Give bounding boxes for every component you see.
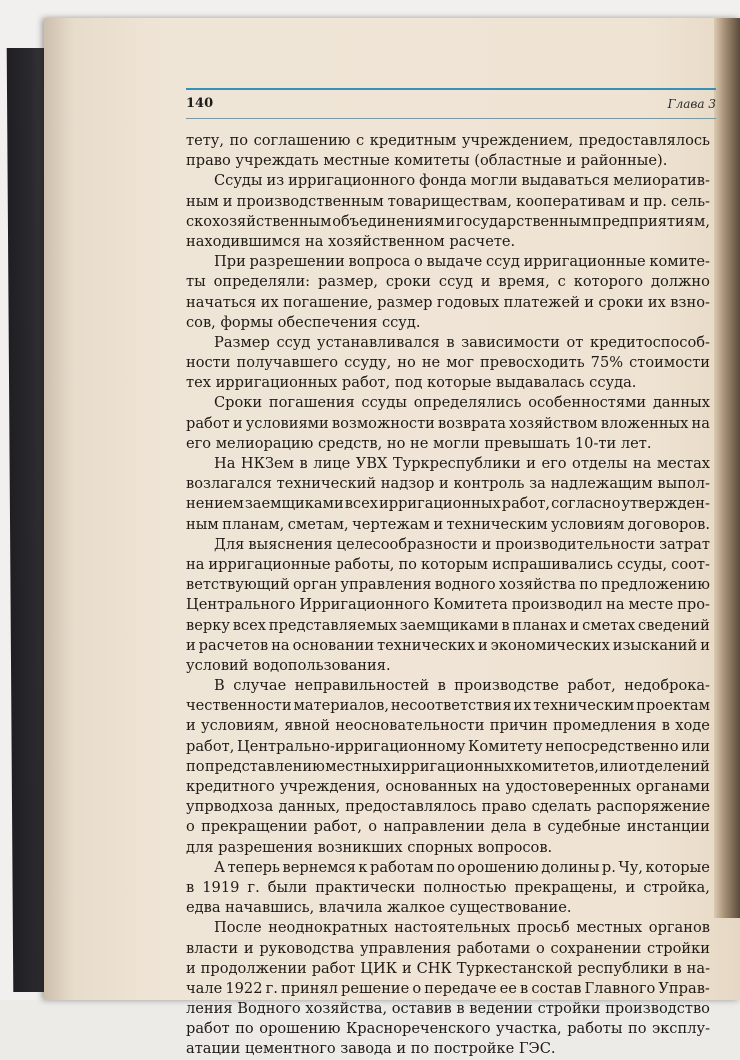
text-line: чественности материалов, несоответствия их техническим проектам xyxy=(186,697,710,715)
text-line: находившимся на хозяйственном расчете. xyxy=(186,232,516,250)
text-line: Сроки погашения ссуды определялись особенностями данных xyxy=(214,394,710,412)
page-number: 140 xyxy=(186,96,214,111)
body-text xyxy=(186,131,710,1060)
header-rule-bottom xyxy=(186,118,716,119)
text-line: упрводхоза данных, предоставлялось право сделать распоряжение xyxy=(186,798,710,816)
text-line: на ирригационные работы, по которым испрашивались ссуды, соот- xyxy=(186,555,710,573)
text-line: нением заемщиками всех ирригационных работ, согласно утвержден- xyxy=(186,495,710,513)
text-line: для разрешения возникших спорных вопросов. xyxy=(186,838,553,856)
text-line: работ по орошению Краснореченского участка, работы по эксплу- xyxy=(186,1020,710,1038)
text-line: ты определяли: размер, сроки ссуд и время, с которого должно xyxy=(186,273,710,291)
text-line: работ и условиями возможности возврата хозяйством вложенных на xyxy=(186,414,710,432)
text-line: чале 1922 г. принял решение о передаче ее в состав Главного Управ- xyxy=(186,979,710,997)
text-line: по представлению местных ирригационных комитетов, или отделений xyxy=(186,757,710,775)
chapter-title: Глава 3 xyxy=(667,97,716,111)
text-line: работ, Центрально-ирригационному Комитету непосредственно или xyxy=(186,737,710,755)
running-header xyxy=(186,94,726,116)
text-line: Для выяснения целесообразности и производительности затрат xyxy=(214,535,710,553)
text-line: сов, формы обеспечения ссуд. xyxy=(186,313,421,331)
text-line: возлагался технический надзор и контроль за надлежащим выпол- xyxy=(186,475,710,493)
text-line: Размер ссуд устанавливался в зависимости от кредитоспособ- xyxy=(214,333,710,351)
text-line: его мелиорацию средств, но не могли превышать 10-ти лет. xyxy=(186,434,652,452)
text-line: Центрального Ирригационного Комитета производил на месте про- xyxy=(186,596,710,614)
text-line: А теперь вернемся к работам по орошению долины р. Чу, которые xyxy=(214,858,710,876)
text-line: ным и производственным товариществам, кооперативам и пр. сель- xyxy=(186,192,710,210)
text-line: атации цементного завода и по постройке ГЭС. xyxy=(186,1040,556,1058)
text-line: При разрешении вопроса о выдаче ссуд ирригационные комите- xyxy=(214,253,710,271)
text-line: тех ирригационных работ, под которые выдавалась ссуда. xyxy=(186,374,637,392)
text-line: едва начавшись, влачила жалкое существование. xyxy=(186,899,572,917)
text-line: В случае неправильностей в производстве работ, недоброка- xyxy=(214,677,710,695)
text-line: После неоднократных настоятельных просьб местных органов xyxy=(214,919,710,937)
text-line: право учреждать местные комитеты (областные и районные). xyxy=(186,152,668,170)
text-line: в 1919 г. были практически полностью прекращены, и стройка, xyxy=(186,878,710,896)
text-line: и условиям, явной неосновательности причин промедления в ходе xyxy=(186,717,710,735)
text-line: тету, по соглашению с кредитным учреждением, предоставлялось xyxy=(186,132,710,149)
text-line: и продолжении работ ЦИК и СНК Туркестанской республики в на- xyxy=(186,959,710,977)
header-rule-top xyxy=(186,88,716,90)
text-line: Ссуды из ирригационного фонда могли выдаваться мелиоратив- xyxy=(214,172,710,190)
text-line: начаться их погашение, размер годовых платежей и сроки их взно- xyxy=(186,293,710,311)
page-edge-shadow xyxy=(714,18,740,918)
text-line: ности получавшего ссуду, но не мог превосходить 75% стоимости xyxy=(186,354,710,372)
text-line: власти и руководства управления работами о сохранении стройки xyxy=(186,939,710,957)
text-line: ным планам, сметам, чертежам и техническим условиям договоров. xyxy=(186,515,710,533)
text-line: и расчетов на основании технических и экономических изысканий и xyxy=(186,636,710,654)
text-line: ления Водного хозяйства, оставив в ведении стройки производство xyxy=(186,1000,710,1018)
text-line: ветствующий орган управления водного хозяйства по предложению xyxy=(186,576,710,594)
text-line: скохозяйственным объединениям и государственным предприятиям, xyxy=(186,212,710,230)
text-line: верку всех представляемых заемщиками в планах и сметах сведений xyxy=(186,616,710,634)
text-line: о прекращении работ, о направлении дела в судебные инстанции xyxy=(186,818,710,836)
text-line: условий водопользования. xyxy=(186,656,391,674)
text-line: На НКЗем в лице УВХ Туркреспублики и его отделы на местах xyxy=(214,455,710,472)
text-line: кредитного учреждения, основанных на удостоверенных органами xyxy=(186,778,710,795)
